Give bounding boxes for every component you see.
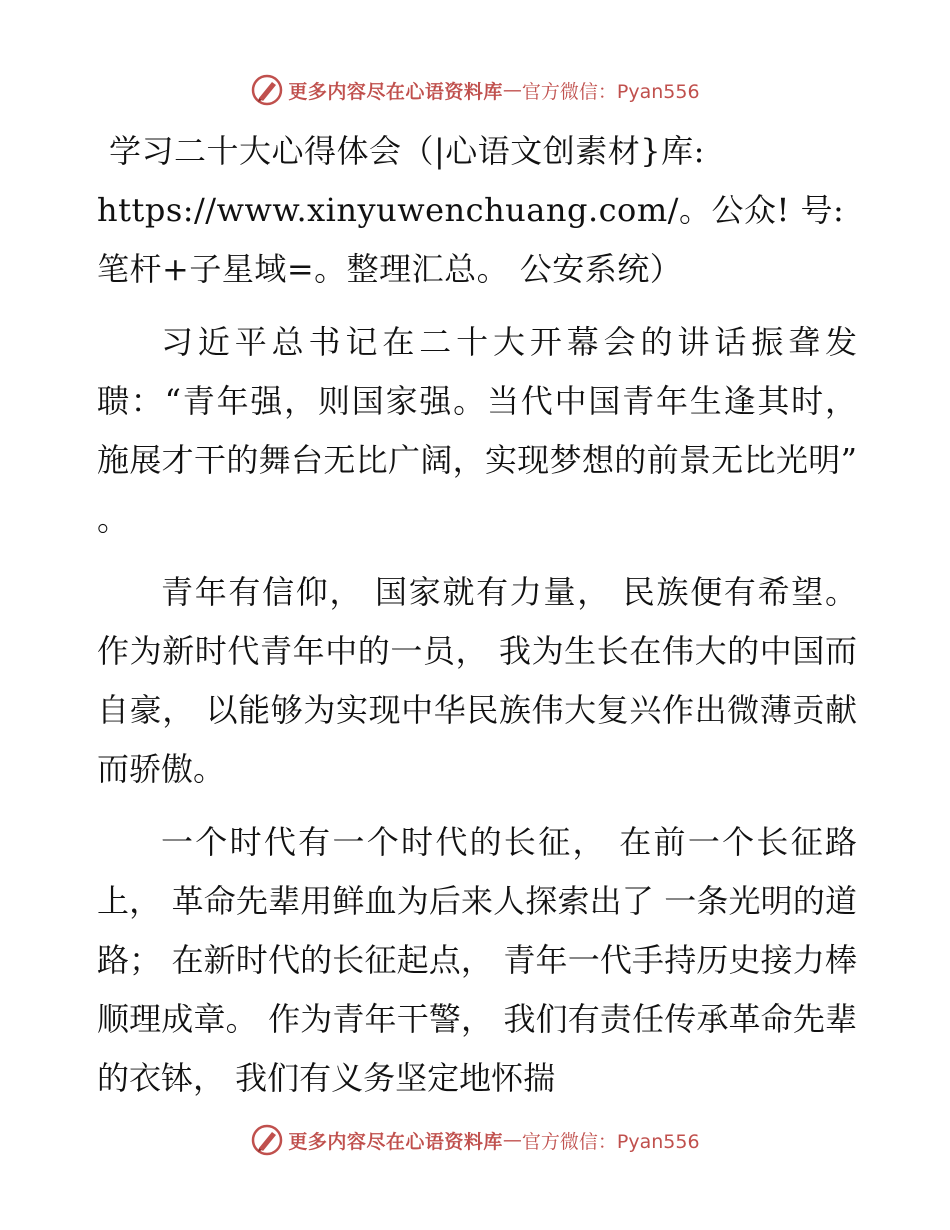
watermark-contact: 官方微信：Pyan556 (521, 80, 700, 103)
watermark-contact: 官方微信：Pyan556 (521, 1130, 700, 1153)
document-body (97, 122, 857, 1108)
header-line-2: https://www.xinyuwenchuang.com/。公众! 号: (97, 191, 845, 229)
header-line-3: 笔杆+子星域=。整理汇总。 公安系统） (97, 250, 683, 288)
watermark-text: 更多内容尽在心语资料库 (288, 1130, 503, 1153)
pen-logo-icon (250, 73, 284, 107)
watermark-banner-top (0, 70, 950, 110)
header-line-1: 学习二十大心得体会（|心语文创素材}库: (109, 132, 705, 170)
pen-logo-icon (250, 1123, 284, 1157)
paragraph-2: 青年有信仰， 国家就有力量， 民族便有希望。 作为新时代青年中的一员， 我为生长在伟大的中国而自豪， 以能够为实现中华民族伟大复兴作出微薄贡献而骄傲。 (97, 573, 857, 788)
watermark-separator: — (502, 79, 522, 101)
document-header (97, 122, 857, 299)
watermark-text: 更多内容尽在心语资料库 (288, 80, 503, 103)
watermark-banner-bottom (0, 1120, 950, 1160)
paragraph-1: 习近平总书记在二十大开幕会的讲话振聋发聩：“青年强，则国家强。当代中国青年生逢其时， 施展才干的舞台无比广阔，实现梦想的前景无比光明” 。 (97, 323, 857, 538)
watermark-separator: — (502, 1129, 522, 1151)
paragraph-3: 一个时代有一个时代的长征， 在前一个长征路上， 革命先辈用鲜血为后来人探索出了 一条光明的道路； 在新时代的长征起点， 青年一代手持历史接力棒顺理成章。 作为青年干警， 我们有责任传承革命先辈的衣钵， 我们有义务坚定地怀揣 (97, 823, 857, 1097)
